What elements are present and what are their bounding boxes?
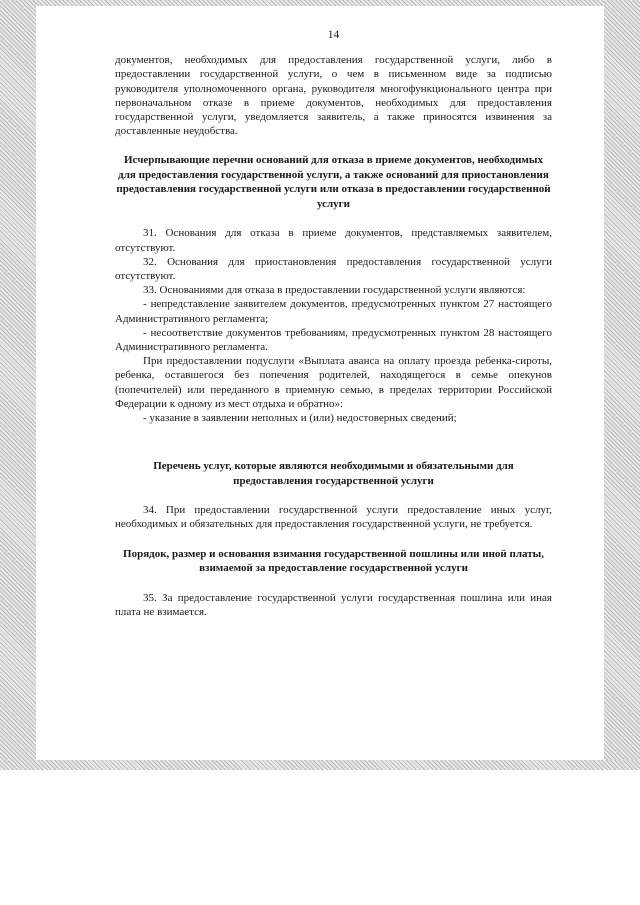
scan-border-left <box>0 0 36 770</box>
bullet-noncompliant-documents: - несоответствие документов требованиям, предусмотренных пунктом 28 настоящего Административного регламента. <box>115 326 552 354</box>
bullet-missing-documents: - непредставление заявителем документов, предусмотренных пунктом 27 настоящего Административного регламента; <box>115 298 552 325</box>
paragraph-35: 35. За предоставление государственной услуги государственная пошлина или иная плата не взимается. <box>115 591 552 618</box>
section-heading-state-fee: Порядок, размер и основания взимания государственной пошлины или иной платы, взимаемой за предоставление государственной услуги <box>123 547 544 575</box>
paragraph-31: 31. Основания для отказа в приеме документов, представляемых заявителем, отсутствуют. <box>115 227 552 254</box>
scan-border-right <box>604 0 640 770</box>
paragraph-32: 32. Основания для приостановления предоставления государственной услуги отсутствуют. <box>115 255 552 283</box>
intro-paragraph: документов, необходимых для предоставления государственной услуги, либо в предоставлении государственной услуги, о чем в письменном виде за подписью руководителя уполномоченного органа, руководителя многофункционального центра при первоначальном отказе в приеме документов, необходимых для предоставления государственной услуги, уведомляется заявитель, а также приносятся извинения за доставленные неудобства. <box>115 54 552 138</box>
subservice-paragraph: При предоставлении подуслуги «Выплата аванса на оплату проезда ребенка-сироты, ребенка, оставшегося без попечения родителей, находящегося в семье опекунов (попечителей) или переданного в приемную семью, в пределах территории Российской Федерации к одному из мест отдыха и обратно»: <box>115 355 552 410</box>
document-page <box>115 28 552 619</box>
paragraph-33: 33. Основаниями для отказа в предоставлении государственной услуги являются: <box>143 284 526 297</box>
scan-border-top <box>0 0 640 6</box>
bullet-incomplete-info: - указание в заявлении неполных и (или) недостоверных сведений; <box>143 412 457 425</box>
section-heading-required-services: Перечень услуг, которые являются необходимыми и обязательными для предоставления государственной услуги <box>153 460 514 487</box>
scan-border-bottom <box>0 760 640 770</box>
paragraph-34: 34. При предоставлении государственной услуги предоставление иных услуг, необходимых и обязательных для предоставления государственной услуги, не требуется. <box>115 504 552 531</box>
page-number: 14 <box>327 29 340 41</box>
section-heading-refusal-grounds: Исчерпывающие перечни оснований для отказа в приеме документов, необходимых для предоставления государственной услуги, а также оснований для приостановления предоставления государственной услуги или отказа в предоставлении государственной услуги <box>116 154 551 210</box>
